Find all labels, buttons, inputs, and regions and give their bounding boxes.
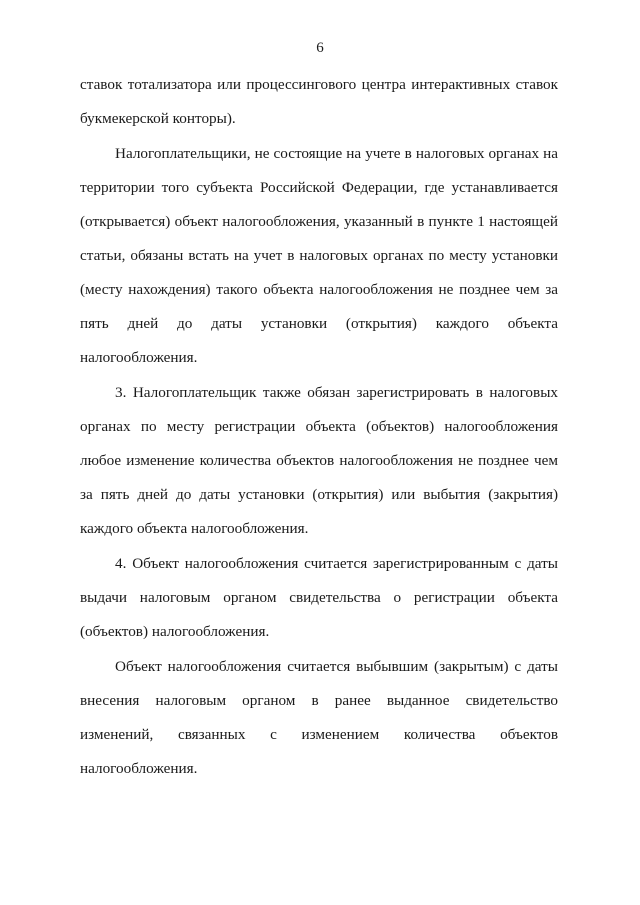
paragraph-registration-requirement xyxy=(80,137,558,375)
paragraph-retirement xyxy=(80,650,558,786)
paragraph-item-4 xyxy=(80,547,558,649)
paragraph-item-3 xyxy=(80,376,558,546)
paragraph-text: Налогоплательщики, не состоящие на учете в налоговых органах на территории того субъекта Российской Федерации, где устанавливается (открывается) объект налогообложения, указанный в пункте 1 настоящей статьи, обязаны встать на учет в налоговых органах по месту установки (месту нахождения) такого объекта налогообложения не позднее чем за пять дней до даты установки (открытия) каждого объекта налогообложения. xyxy=(80,145,558,366)
paragraph-continuation xyxy=(80,68,558,136)
paragraph-text: 3. Налогоплательщик также обязан зарегистрировать в налоговых органах по месту регистрации объекта (объектов) налогообложения любое изменение количества объектов налогообложения не позднее чем за пять дней до даты установки (открытия) или выбытия (закрытия) каждого объекта налогообложения. xyxy=(80,384,558,537)
page-number: 6 xyxy=(316,40,324,56)
paragraph-text: Объект налогообложения считается выбывшим (закрытым) с даты внесения налоговым органом в ранее выданное свидетельство изменений, связанных с изменением количества объектов налогообложения. xyxy=(80,658,558,777)
paragraph-text: 4. Объект налогообложения считается зарегистрированным с даты выдачи налоговым органом свидетельства о регистрации объекта (объектов) налогообложения. xyxy=(80,555,558,640)
paragraph-text: ставок тотализатора или процессингового центра интерактивных ставок букмекерской конторы). xyxy=(80,76,558,127)
